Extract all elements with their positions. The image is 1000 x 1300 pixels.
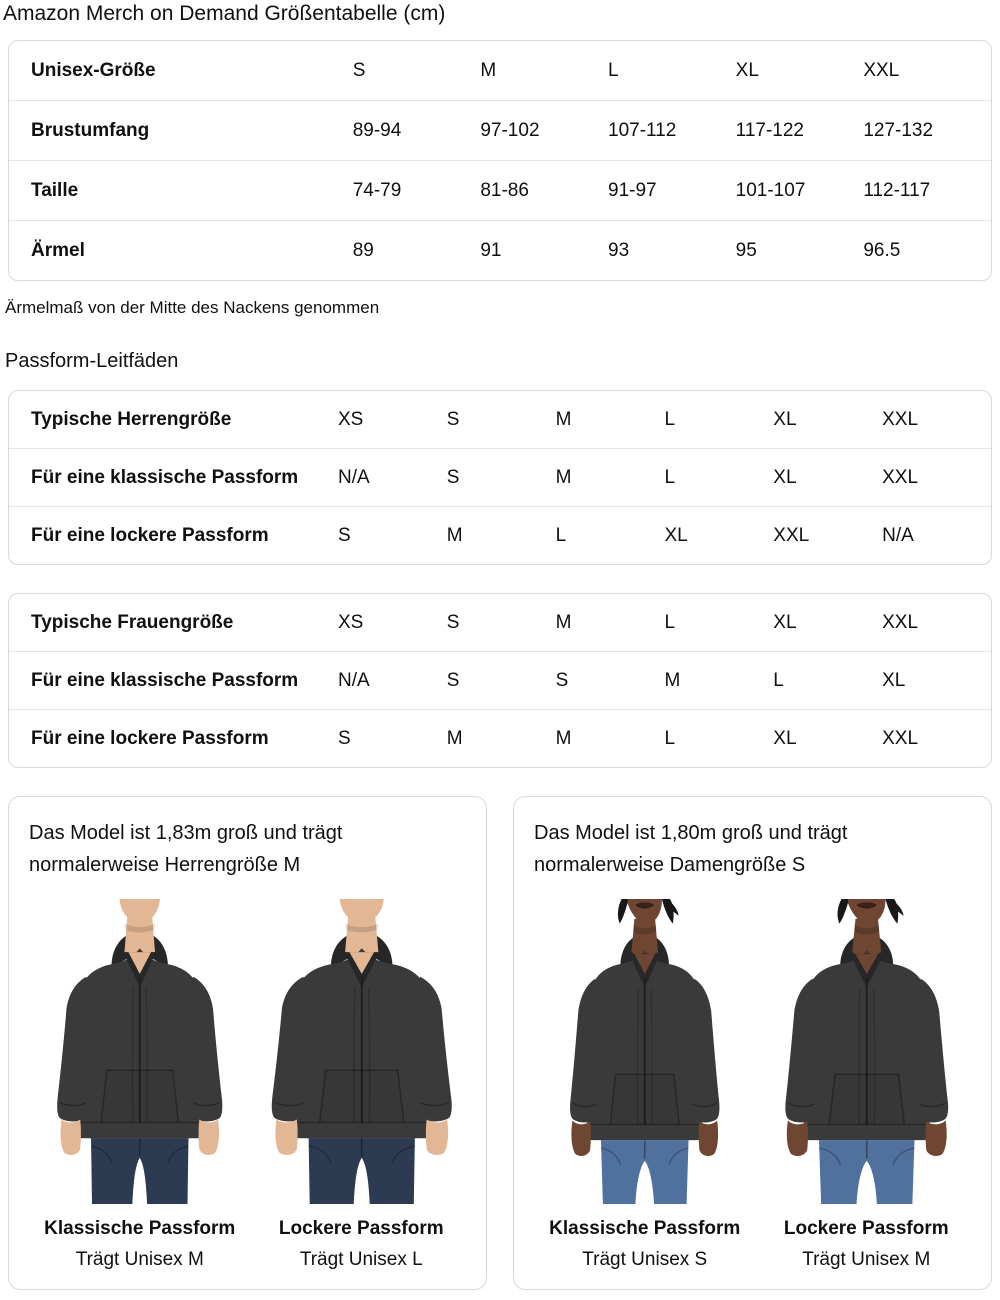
size-value: M [664, 652, 773, 710]
size-value: S [556, 652, 665, 710]
size-value: XL [773, 449, 882, 507]
size-column-header: M [480, 60, 497, 81]
size-value: 97-102 [480, 101, 608, 161]
size-value: 101-107 [736, 161, 864, 221]
size-value: 91-97 [608, 161, 736, 221]
size-column-header: XL [735, 60, 759, 81]
size-value: M [556, 710, 665, 768]
size-value: L [773, 652, 882, 710]
size-value: N/A [882, 507, 991, 565]
model-card-men [8, 796, 487, 1290]
row-label: Taille [9, 161, 353, 221]
table-row [9, 101, 991, 161]
row-label: Unisex-Größe [31, 60, 156, 81]
table-row [9, 710, 991, 768]
womens-fit-table [8, 593, 992, 768]
size-column-header: S [352, 60, 366, 81]
table-row [9, 221, 991, 281]
fit-type-label: Klassische Passform [44, 1218, 236, 1240]
model-cards-row [8, 796, 992, 1290]
table-row [9, 161, 991, 221]
model-figure-loose [756, 899, 978, 1271]
fit-type-label: Klassische Passform [549, 1218, 741, 1240]
size-value: XL [773, 710, 882, 768]
row-label: Für eine klassische Passform [9, 652, 338, 710]
model-figures [29, 899, 472, 1271]
size-value: L [664, 710, 773, 768]
fit-guides-heading: Passform-Leitfäden [5, 350, 179, 372]
female-model-loose-photo [746, 899, 987, 1204]
size-value: 107-112 [608, 101, 736, 161]
table-header-row [9, 41, 991, 101]
size-value: XL [882, 652, 991, 710]
worn-size-label: Trägt Unisex S [582, 1249, 708, 1271]
size-value: 89-94 [353, 101, 481, 161]
size-value: 96.5 [863, 221, 991, 281]
fit-type-label: Lockere Passform [278, 1218, 444, 1240]
worn-size-label: Trägt Unisex M [802, 1249, 931, 1271]
size-value: 89 [353, 221, 481, 281]
size-column-header: L [608, 60, 619, 81]
size-value: S [447, 652, 556, 710]
row-label: Typische Herrengröße [31, 409, 232, 430]
size-value: S [447, 449, 556, 507]
size-value: S [446, 409, 460, 430]
size-value: N/A [338, 652, 447, 710]
size-value: 93 [608, 221, 736, 281]
size-value: M [556, 449, 665, 507]
size-column-header: XXL [863, 60, 900, 81]
model-figure-loose [251, 899, 473, 1271]
row-label: Für eine lockere Passform [9, 507, 338, 565]
size-value: M [447, 710, 556, 768]
table-row [9, 449, 991, 507]
size-value: S [338, 710, 447, 768]
female-model-classic-photo [534, 899, 756, 1204]
model-description: Das Model ist 1,80m groß und trägt normalerweise Damengröße S [534, 822, 848, 876]
size-value: S [446, 612, 460, 633]
fit-type-label: Lockere Passform [783, 1218, 949, 1240]
worn-size-label: Trägt Unisex M [75, 1249, 204, 1271]
table-row [9, 391, 991, 449]
model-card-women [513, 796, 992, 1290]
row-label: Für eine klassische Passform [9, 449, 338, 507]
model-figure-classic [29, 899, 251, 1271]
size-value: XS [337, 409, 364, 430]
size-value: L [664, 612, 676, 633]
male-model-classic-photo [29, 899, 251, 1204]
size-value: 95 [736, 221, 864, 281]
row-label: Brustumfang [9, 101, 353, 161]
table-row [9, 507, 991, 565]
size-value: L [556, 507, 665, 565]
size-value: XL [773, 612, 797, 633]
size-value: XXL [882, 710, 991, 768]
unisex-size-table [8, 40, 992, 281]
size-value: XS [337, 612, 364, 633]
size-value: 117-122 [736, 101, 864, 161]
size-value: M [555, 409, 572, 430]
size-value: XL [773, 409, 797, 430]
worn-size-label: Trägt Unisex L [299, 1249, 423, 1271]
male-model-loose-photo [241, 899, 482, 1204]
model-figures [534, 899, 977, 1271]
size-value: 81-86 [480, 161, 608, 221]
row-label: Für eine lockere Passform [9, 710, 338, 768]
table-row [9, 594, 991, 652]
size-value: S [338, 507, 447, 565]
size-value: L [664, 449, 773, 507]
size-value: XXL [882, 409, 919, 430]
size-value: XL [664, 507, 773, 565]
table-row [9, 652, 991, 710]
mens-fit-table [8, 390, 992, 565]
size-value: 112-117 [863, 161, 991, 221]
row-label: Ärmel [9, 221, 353, 281]
size-value: XXL [882, 612, 919, 633]
size-value: N/A [338, 449, 447, 507]
size-value: XXL [773, 507, 882, 565]
size-value: L [664, 409, 676, 430]
model-figure-classic [534, 899, 756, 1271]
page-title: Amazon Merch on Demand Größentabelle (cm) [3, 2, 446, 25]
size-value: 91 [480, 221, 608, 281]
model-description: Das Model ist 1,83m groß und trägt normalerweise Herrengröße M [29, 822, 343, 876]
size-value: 74-79 [353, 161, 481, 221]
row-label: Typische Frauengröße [31, 612, 234, 633]
size-value: M [447, 507, 556, 565]
size-value: M [555, 612, 572, 633]
size-value: 127-132 [863, 101, 991, 161]
measurement-note: Ärmelmaß von der Mitte des Nackens genommen [5, 298, 380, 317]
size-value: XXL [882, 449, 991, 507]
